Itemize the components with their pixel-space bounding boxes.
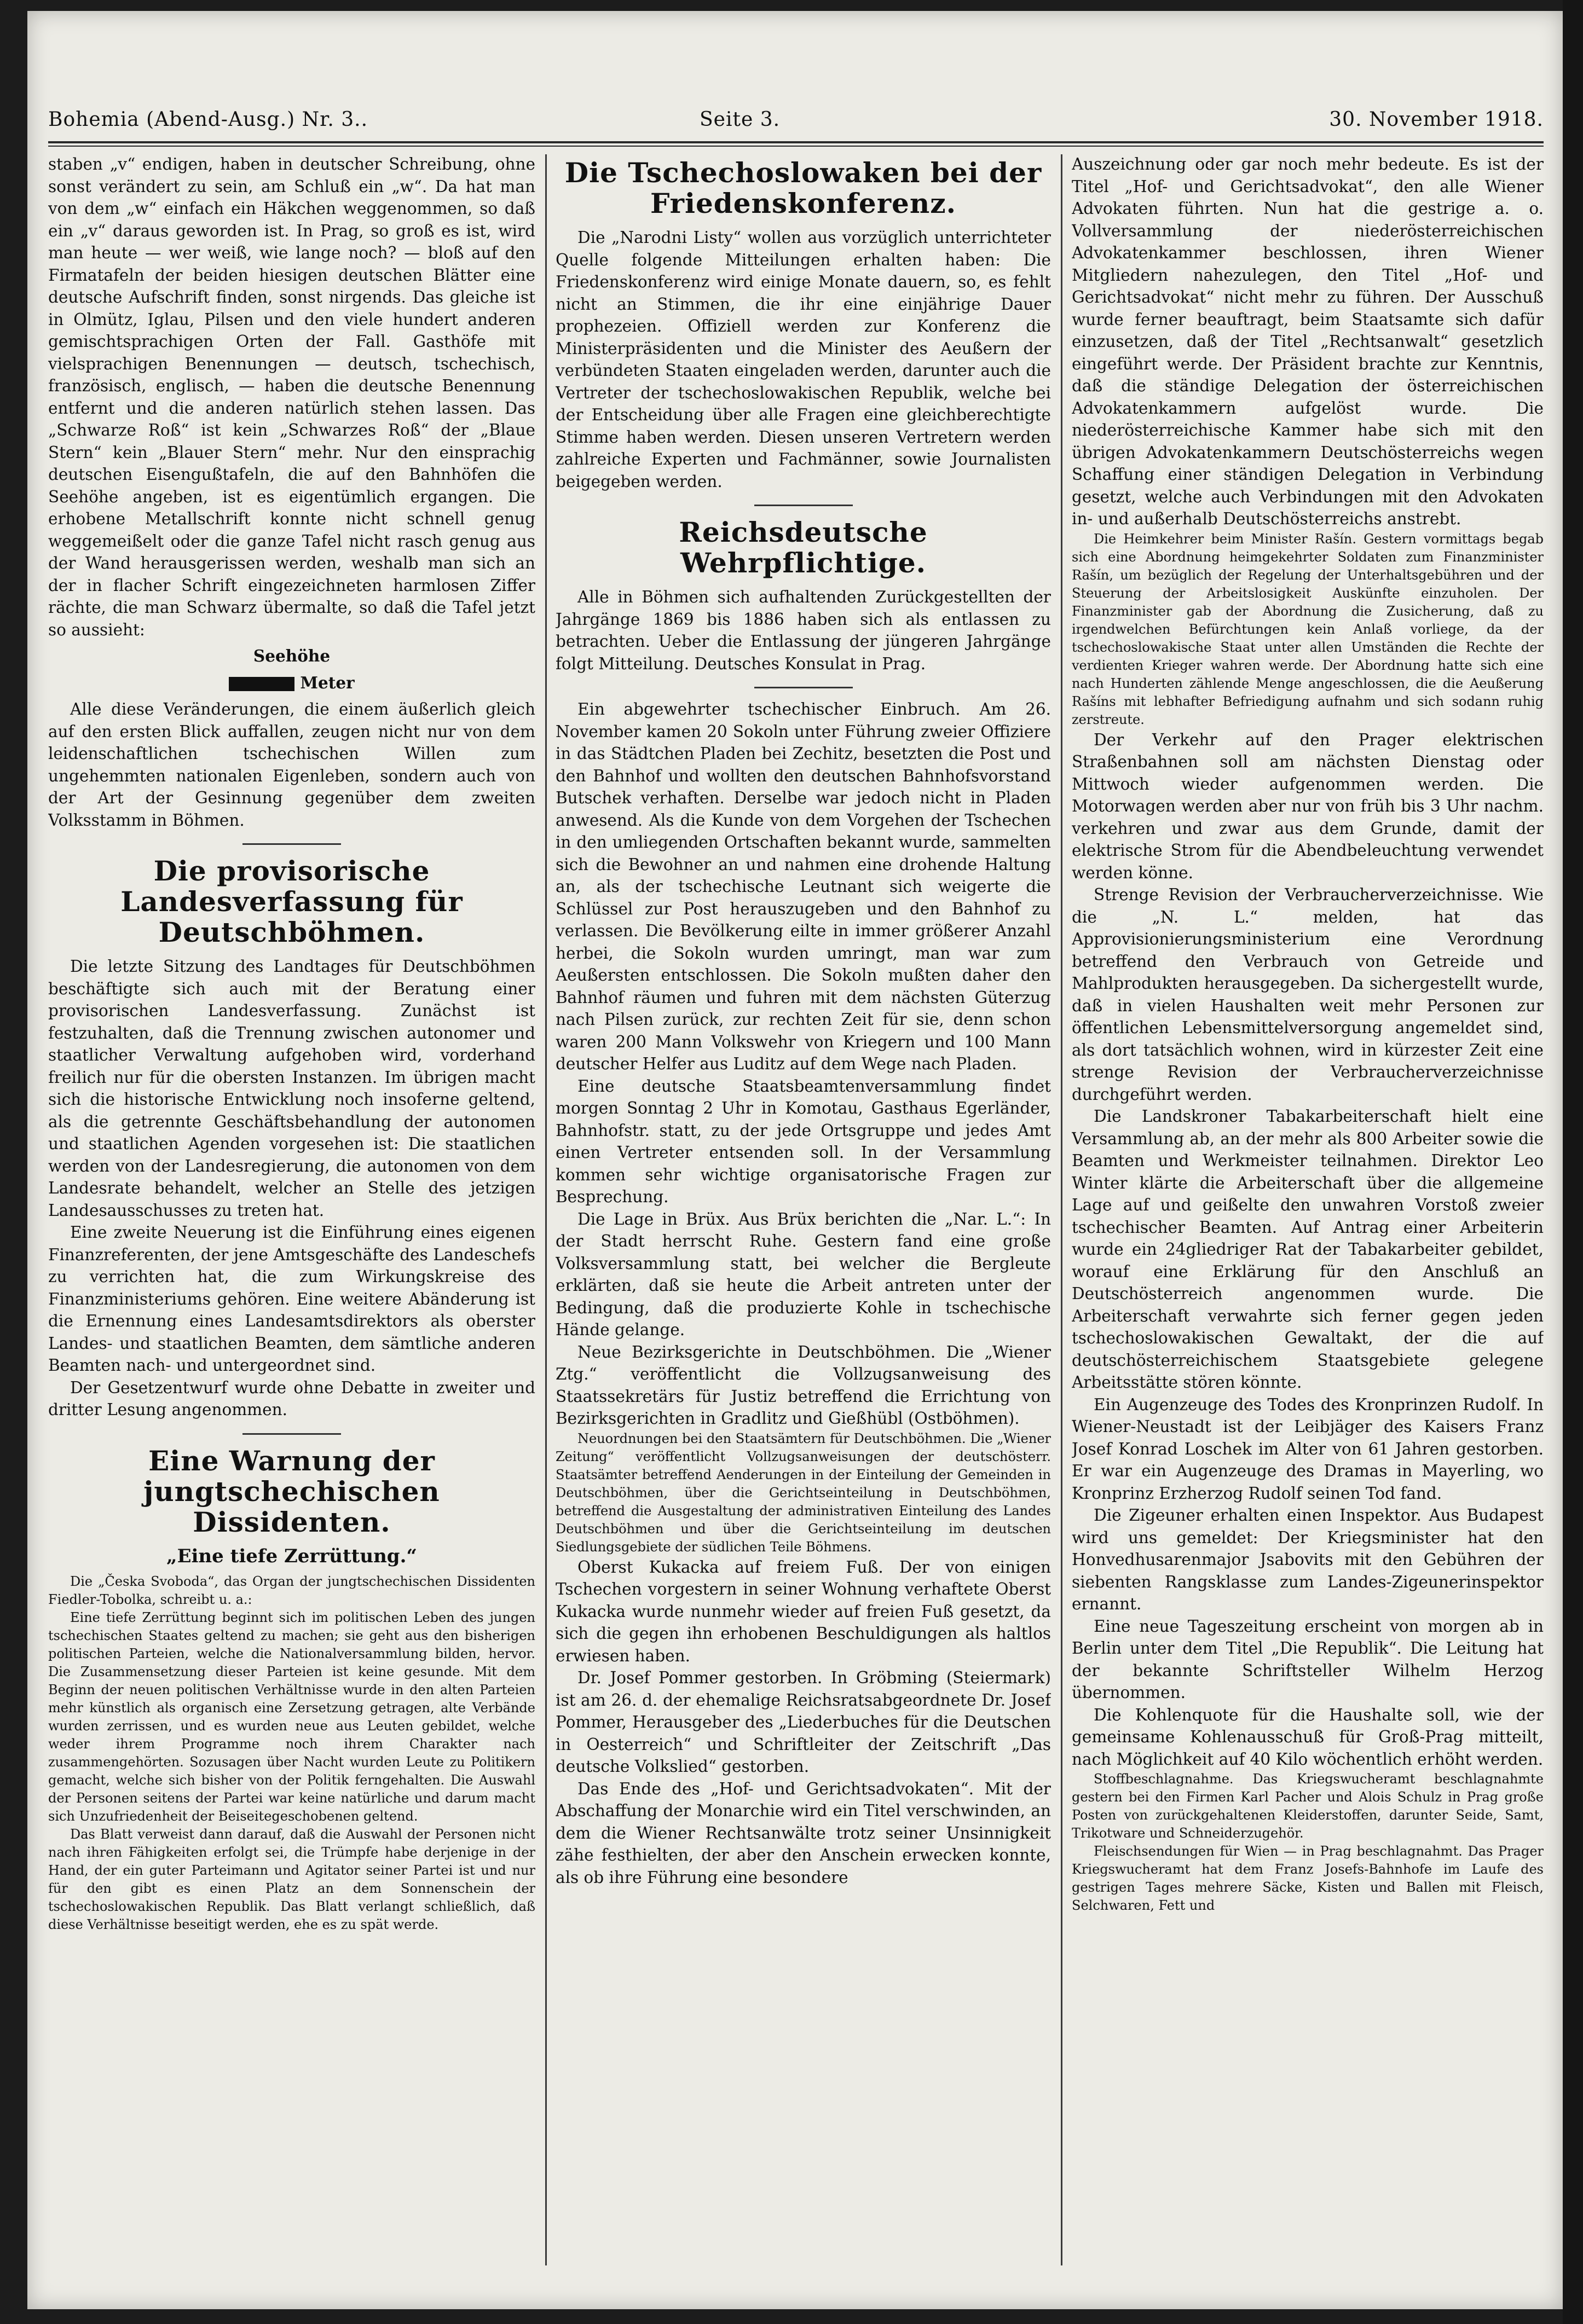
issue-date: 30. November 1918.	[1329, 108, 1544, 131]
sign-value	[48, 672, 535, 694]
column-divider	[1061, 154, 1062, 2265]
sign-label: Seehöhe	[253, 646, 331, 665]
article-paragraph: Eine tiefe Zerrüttung beginnt sich im politischen Leben des jungen tschechischen Staates geltend zu machen; sie geht aus den bisherigen politischen Parteien, welche die Nationalversammlung bilden, hervor. Die Zusammensetzung dieser Parteien ist keine gesunde. Mit dem Beginn der neuen politischen Verhältnisse wurde in den alten Parteien mehr künstlich als organisch eine Zersetzung getragen, alte Verbände wurden zerrissen, und es wurden neue aus Leuten gebildet, welche weder ihrem Programme noch ihrem Charakter nach zusammengehörten. Sozusagen über Nacht wurden Leute zu Politikern gemacht, welche sich bisher von der Politik ferngehalten. Die Auswahl der Personen seitens der Partei war keine natürliche und darum macht sich Unzufriedenheit der Beiseitegeschobenen geltend.	[48, 1610, 535, 1824]
header-rule	[48, 141, 1544, 143]
column-1	[48, 153, 535, 2271]
article-paragraph: staben „v“ endigen, haben in deutscher Schreibung, ohne sonst verändert zu sein, am Schluß ein „w“. Da hat man von dem „w“ einfach ein Häkchen weggenommen, so daß ein „v“ daraus geworden ist. In Prag, so groß es ist, wird man heute — wer weiß, wie lange noch? — bloß auf den Firmatafeln der beiden hiesigen deutschen Blätter eine deutsche Aufschrift finden, sonst nirgends. Das gleiche ist in Olmütz, Iglau, Pilsen und den viele hundert anderen gemischtsprachigen Orten der Fall. Gasthöfe mit vielsprachigen Benennungen — deutsch, tschechisch, französisch, englisch, — haben die deutsche Benennung entfernt und die anderen natürlich stehen lassen. Das „Schwarze Roß“ ist kein „Schwarzes Roß“ der „Blaue Stern“ kein „Blauer Stern“ mehr. Nur den einsprachig deutschen Eisengußtafeln, die auf den Bahnhöfen die Seehöhe angeben, ist es eigentümlich ergangen. Die erhobene Metallschrift konnte nicht schnell genug weggemeißelt oder die ganze Tafel nicht rasch genug aus der Wand herausgerissen werden, weshalb man sich an der in flacher Schrift eingezeichneten harmlosen Ziffer rächte, die man Schwarz übermalte, so daß die Tafel jetzt so aussieht:	[48, 155, 535, 639]
article-paragraph: Auszeichnung oder gar noch mehr bedeute. Es ist der Titel „Hof- und Gerichtsadvokat“, den alle Wiener Advokaten führten. Nun hat die gestrige a. o. Vollversammlung der niederösterreichischen Advokatenkammer beschlossen, ihren Wiener Mitgliedern nahezulegen, den Titel „Hof- und Gerichtsadvokat“ nicht mehr zu führen. Der Ausschuß wurde ferner beauftragt, beim Staatsamte sich dafür einzusetzen, daß der Titel „Rechtsanwalt“ gesetzlich eingeführt werde. Der Präsident brachte zur Kenntnis, daß die ständige Delegation der österreichischen Advokatenkammern aufgelöst wurde. Die niederösterreichische Kammer habe sich mit den übrigen Advokatenkammern Deutschösterreichs wegen Schaffung einer ständigen Delegation in Verbindung gesetzt, welche auch Verbindungen mit den Advokaten in- und außerhalb Deutschösterreichs anstrebt.	[1072, 155, 1544, 528]
article-paragraph: Strenge Revision der Verbraucherverzeichnisse. Wie die „N. L.“ melden, hat das Approvisionierungsministerium eine Verordnung betreffend den Verbrauch von Getreide und Mahlprodukten herausgegeben. Da sichergestellt wurde, daß in vielen Haushalten weit mehr Personen zur öffentlichen Lebensmittelversorgung angemeldet sind, als dort tatsächlich wohnen, wird in kürzester Zeit eine strenge Revision der Verbraucherverzeichnisse durchgeführt werden.	[1072, 885, 1544, 1104]
article-paragraph: Eine zweite Neuerung ist die Einführung eines eigenen Finanzreferenten, der jene Amtsgeschäfte des Landeschefs zu verrichten hat, die zum Wirkungskreise des Finanzministeriums gehören. Eine weitere Abänderung ist die Ernennung eines Landesamtsdirektors als oberster Landes- und staatlichen Beamten, dem sämtliche anderen Beamten nach- und untergeordnet sind.	[48, 1223, 535, 1375]
headline: Die Tschechoslowaken bei der Friedenskonferenz.	[564, 157, 1042, 219]
header-rule-thin	[48, 146, 1544, 147]
blacked-out-number	[229, 677, 294, 691]
article-paragraph: Neue Bezirksgerichte in Deutschböhmen. Die „Wiener Ztg.“ veröffentlicht die Vollzugsanweisung des Staatssekretärs für Justiz betreffend die Errichtung von Bezirksgerichten in Gradlitz und Gießhübl (Ostböhmen).	[556, 1342, 1051, 1428]
newspaper-page	[27, 11, 1563, 2309]
article-paragraph: Alle diese Veränderungen, die einem äußerlich gleich auf den ersten Blick auffallen, zeugen nicht nur von dem leidenschaftlichen tschechischen Willen zum ungehemmten nationalen Eigenleben, sondern auch von der Art der Gesinnung gegenüber dem zweiten Volksstamm in Böhmen.	[48, 700, 535, 830]
article-paragraph: Ein abgewehrter tschechischer Einbruch. Am 26. November kamen 20 Sokoln unter Führung zweier Offiziere in das Städtchen Pladen bei Zechitz, besetzten die Post und den Bahnhof und wollten den deutschen Bahnhofsvorstand Butschek verhaften. Derselbe war jedoch nicht in Pladen anwesend. Als die Kunde von dem Vorgehen der Tschechen in den umliegenden Ortschaften bekannt wurde, sammelten sich die Bewohner an und nahmen eine drohende Haltung an, als der tschechische Leutnant sich weigerte die Schlüssel zur Post herauszugeben und den Bahnhof zu verlassen. Die Bevölkerung eilte in immer größerer Anzahl herbei, die Sokoln wurden umringt, man war zum Aeußersten entschlossen. Die Sokoln mußten daher den Bahnhof räumen und fuhren mit dem nächsten Güterzug nach Pilsen zurück, zur rechten Zeit für sie, denn schon waren 200 Mann Volkswehr von Kriegern und 100 Mann deutscher Helfer aus Luditz auf dem Wege nach Pladen.	[556, 700, 1051, 1073]
scan-border	[1563, 0, 1583, 2324]
article-paragraph: Eine neue Tageszeitung erscheint von morgen ab in Berlin unter dem Titel „Die Republik“. Die Leitung hat der bekannte Schriftsteller Wilhelm Herzog übernommen.	[1072, 1616, 1544, 1702]
sign-unit: Meter	[300, 673, 355, 692]
article-paragraph: Das Ende des „Hof- und Gerichtsadvokaten“. Mit der Abschaffung der Monarchie wird ein Titel verschwinden, an dem die Wiener Rechtsanwälte trotz seiner Unsinnigkeit zähe festhielten, der aber den Anschein erwecken konnte, als ob ihre Führung eine besondere	[556, 1779, 1051, 1887]
headline: Die provisorische Landesverfassung für Deutschböhmen.	[120, 855, 463, 948]
article-paragraph: Fleischsendungen für Wien — in Prag beschlagnahmt. Das Prager Kriegswucheramt hat dem Franz Josefs-Bahnhofe im Laufe des gestrigen Tages mehrere Säcke, Kisten und Ballen mit Fleisch, Selchwaren, Fett und	[1072, 1844, 1544, 1913]
article-paragraph: Die Heimkehrer beim Minister Rašín. Gestern vormittags begab sich eine Abordnung heimgekehrter Soldaten zum Finanzminister Rašín, um bezüglich der Regelung der Unterhaltsgebühren und der Steuerung der Arbeitslosigkeit Auskünfte einzuholen. Der Finanzminister gab der Abordnung die Zusicherung, daß zu irgendwelchen Befürchtungen kein Anlaß vorliege, da der tschechoslowakische Staat unter allen Umständen die Rechte der verdienten Krieger wahren werde. Der Abordnung hatte sich eine nach Hunderten zählende Menge angeschlossen, die die Aeußerung Rašíns mit lebhafter Befriedigung aufnahm und sich sodann ruhig zerstreute.	[1072, 531, 1544, 727]
headline: Eine Warnung der jungtschechischen Dissidenten.	[143, 1444, 440, 1538]
article-paragraph: Die Lage in Brüx. Aus Brüx berichten die „Nar. L.“: In der Stadt herrscht Ruhe. Gestern fand eine große Volksversammlung statt, bei welcher die Bergleute erklärten, daß sie heute die Arbeit antreten unter der Bedingung, daß die produzierte Kohle in tschechische Hände gelange.	[556, 1209, 1051, 1339]
article-paragraph: Das Blatt verweist dann darauf, daß die Auswahl der Personen nicht nach ihren Fähigkeiten erfolgt sei, die Trümpfe habe derjenige in der Hand, der ein guter Parteimann und Agitator seiner Partei ist und nur für den gibt es einen Platz an dem Sonnenschein der tschechoslowakischen Republik. Das Blatt verlangt schließlich, daß diese Verhältnisse beseitigt werden, ehe es zu spät werde.	[48, 1827, 535, 1932]
column-divider	[545, 154, 547, 2265]
article-paragraph: Der Gesetzentwurf wurde ohne Debatte in zweiter und dritter Lesung angenommen.	[48, 1378, 535, 1419]
subheadline: „Eine tiefe Zerrüttung.“	[166, 1545, 417, 1567]
article-separator	[754, 687, 853, 688]
page-number: Seite 3.	[700, 108, 781, 131]
article-separator	[242, 843, 341, 845]
article-paragraph: Die Kohlenquote für die Haushalte soll, wie der gemeinsame Kohlenausschuß für Groß-Prag mitteilt, nach Möglichkeit auf 40 Kilo wöchentlich erhöht werden.	[1072, 1705, 1544, 1769]
article-paragraph: Neuordnungen bei den Staatsämtern für Deutschböhmen. Die „Wiener Zeitung“ veröffentlicht Vollzugsanweisungen der deutschösterr. Staatsämter betreffend Aenderungen in der Einteilung der Gemeinden in Deutschböhmen, über die Gerichtseinteilung in Deutschböhmen, betreffend die Ausgestaltung der administrativen Einteilung des Landes Deutschböhmen und über die Gerichtseinteilung im deutschen Siedlungsgebiete der südlichen Teile Böhmens.	[556, 1430, 1051, 1555]
article-paragraph: Alle in Böhmen sich aufhaltenden Zurückgestellten der Jahrgänge 1869 bis 1886 haben sich als entlassen zu betrachten. Ueber die Entlassung der jüngeren Jahrgänge folgt Mitteilung. Deutsches Konsulat in Prag.	[556, 588, 1051, 673]
article-paragraph: Die „Narodni Listy“ wollen aus vorzüglich unterrichteter Quelle folgende Mitteilungen erhalten haben: Die Friedenskonferenz wird einige Monate dauern, so, es fehlt nicht an Stimmen, die ihr eine einjährige Dauer prophezeien. Offiziell werden zur Konferenz die Ministerpräsidenten und die Minister des Aeußern der verbündeten Staaten eingeladen werden, darunter auch die Vertreter der tschechoslowakischen Republik, welche bei der Entscheidung über alle Fragen eine gleichberechtigte Stimme haben werden. Diesen unseren Vertretern werden zahlreiche Experten und Fachmänner, sowie Journalisten beigegeben werden.	[556, 228, 1051, 491]
page-header	[48, 104, 1544, 137]
masthead-issue: Bohemia (Abend-Ausg.) Nr. 3..	[48, 108, 368, 131]
article-paragraph: Dr. Josef Pommer gestorben. In Gröbming (Steiermark) ist am 26. d. der ehemalige Reichsratsabgeordnete Dr. Josef Pommer, Herausgeber des „Liederbuches für die Deutschen in Oesterreich“ und Schriftleiter der Zeitschrift „Das deutsche Volkslied“ gestorben.	[556, 1668, 1051, 1776]
article-paragraph: Stoffbeschlagnahme. Das Kriegswucheramt beschlagnahmte gestern bei den Firmen Karl Pacher und Alois Schulz in Prag große Posten von zurückgehaltenen Kleiderstoffen, darunter Seide, Samt, Trikotware und Schneiderzugehör.	[1072, 1771, 1544, 1841]
column-2	[556, 153, 1051, 2271]
article-separator	[242, 1433, 341, 1435]
article-paragraph: Ein Augenzeuge des Todes des Kronprinzen Rudolf. In Wiener-Neustadt ist der Leibjäger des Kaisers Franz Josef Konrad Loschek im Alter von 61 Jahren gestorben. Er war ein Augenzeuge des Dramas in Mayerling, wo Kronprinz Erzherzog Rudolf seinen Tod fand.	[1072, 1395, 1544, 1503]
article-paragraph: Die „Česka Svoboda“, das Organ der jungtschechischen Dissidenten Fiedler-Tobolka, schreibt u. a.:	[48, 1574, 535, 1607]
article-paragraph: Die Landskroner Tabakarbeiterschaft hielt eine Versammlung ab, an der mehr als 800 Arbeiter sowie die Beamten und Werkmeister teilnahmen. Direktor Leo Winter klärte die Arbeiterschaft über die allgemeine Lage auf und geißelte den unwahren Vorstoß zweier tschechischer Beamten. Auf Antrag einer Arbeiterin wurde ein 24gliedriger Rat der Tabakarbeiter gebildet, worauf eine Erklärung für den Anschluß an Deutschösterreich angenommen wurde. Die Arbeiterschaft verwahrte sich ferner gegen jeden tschechoslowakischen Gewaltakt, der die auf deutschösterreichischem Staatsgebiete gelegene Arbeitsstätte stören könnte.	[1072, 1107, 1544, 1392]
headline: Reichsdeutsche Wehrpflichtige.	[679, 516, 928, 579]
article-paragraph: Die Zigeuner erhalten einen Inspektor. Aus Budapest wird uns gemeldet: Der Kriegsminister hat den Honvedhusarenmajor Jsabovits mit den Gebühren der siebenten Rangsklasse zum Landes-Zigeunerinspektor ernannt.	[1072, 1506, 1544, 1613]
article-paragraph: Eine deutsche Staatsbeamtenversammlung findet morgen Sonntag 2 Uhr in Komotau, Gasthaus Egerländer, Bahnhofstr. statt, zu der jede Ortsgruppe und jedes Amt einen Vertreter entsenden soll. In der Versammlung kommen sehr wichtige organisatorische Fragen zur Besprechung.	[556, 1076, 1051, 1206]
article-paragraph: Die letzte Sitzung des Landtages für Deutschböhmen beschäftigte sich auch mit der Beratung einer provisorischen Landesverfassung. Zunächst ist festzuhalten, daß die Trennung zwischen autonomer und staatlicher Verwaltung aufgehoben wird, vorderhand freilich nur für die obersten Instanzen. Im übrigen macht sich die historische Entwicklung noch insoferne geltend, als die getrennte Geschäftsbehandlung der autonomen und staatlichen Agenden vorgesehen ist: Die staatlichen werden von der Landesregierung, die autonomen von dem Landesrate behandelt, welcher an Stelle des jetzigen Landesausschusses zu treten hat.	[48, 957, 535, 1220]
column-3	[1072, 153, 1544, 2271]
article-paragraph: Oberst Kukacka auf freiem Fuß. Der von einigen Tschechen vorgestern in seiner Wohnung verhaftete Oberst Kukacka wurde nunmehr wieder auf freien Fuß gesetzt, da sich die gegen ihn erhobenen Beschuldigungen als haltlos erwiesen haben.	[556, 1557, 1051, 1665]
article-paragraph: Der Verkehr auf den Prager elektrischen Straßenbahnen soll am nächsten Dienstag oder Mittwoch wieder aufgenommen werden. Die Motorwagen werden aber nur von früh bis 3 Uhr nachm. verkehren und zwar aus dem Grunde, damit der elektrische Strom für die Abendbeleuchtung verwendet werden könne.	[1072, 730, 1544, 882]
article-separator	[754, 505, 853, 506]
